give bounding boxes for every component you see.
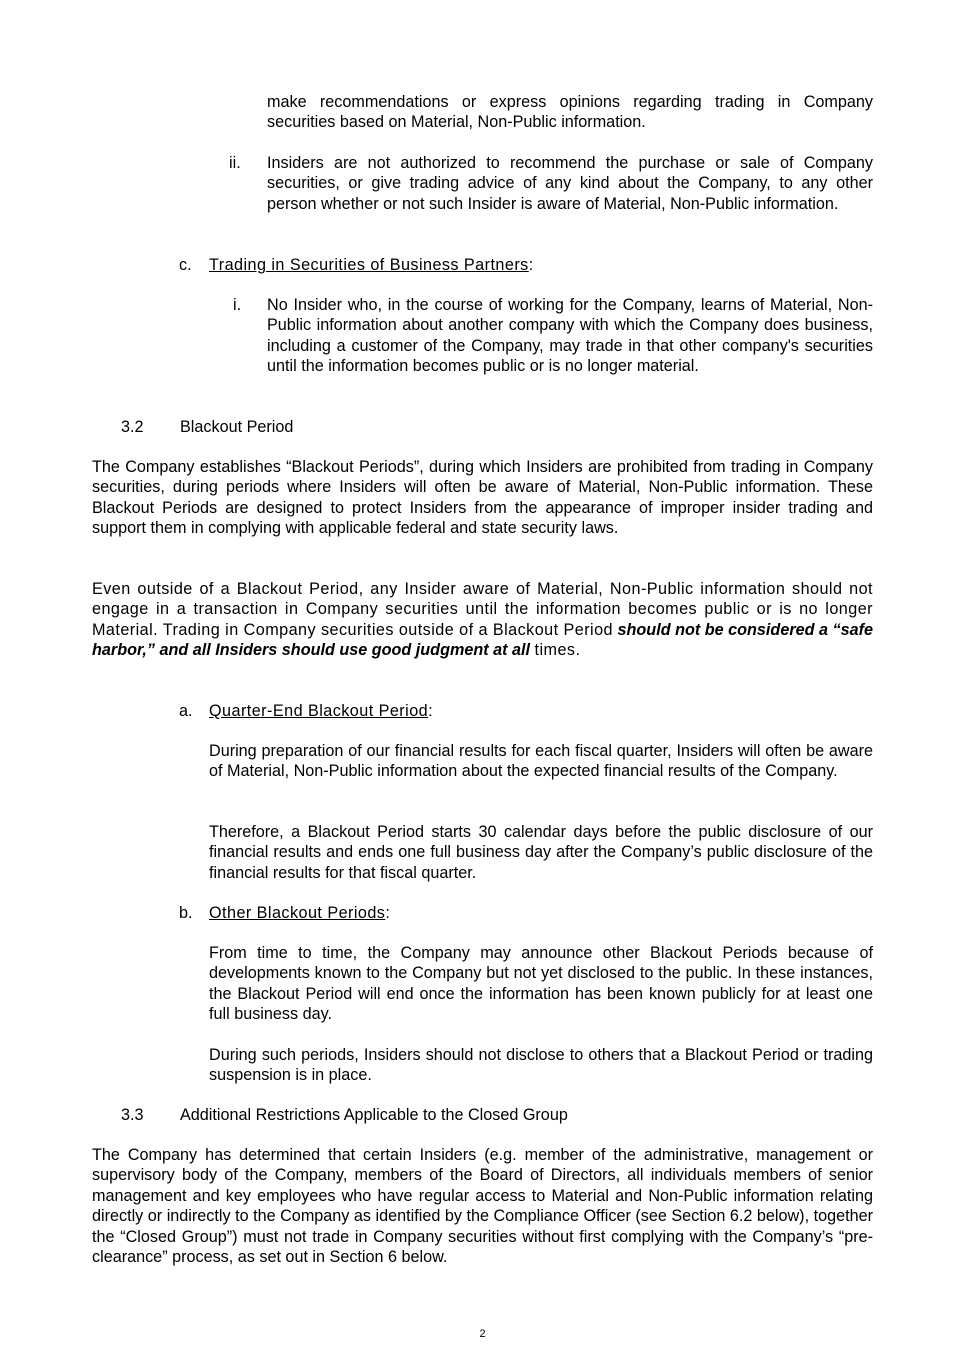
subsection-a-heading bbox=[209, 701, 873, 721]
page-number: 2 bbox=[479, 1328, 486, 1340]
other-blackout-paragraph-2: During such periods, Insiders should not disclose to others that a Blackout Period or trading suspension is in place. bbox=[209, 1046, 873, 1085]
list-item-i-business-partners: No Insider who, in the course of working for the Company, learns of Material, Non-Public information about another company with which the Company does business, including a customer of the Company, may trade in that other company's securities until the information becomes public or is no longer material. bbox=[267, 296, 873, 376]
list-marker-c: c. bbox=[179, 256, 192, 274]
section-3-3-title: Additional Restrictions Applicable to the Closed Group bbox=[180, 1106, 568, 1124]
blackout-warning-text: Even outside of a Blackout Period, any Insider aware of Material, Non-Public information should not engage in a transaction in Company securities until the information becomes public or is no longer Material. Trading in Company securities outside of a Blackout Period bbox=[92, 580, 873, 639]
subsection-c-title: Trading in Securities of Business Partners bbox=[209, 256, 529, 274]
quarter-end-paragraph-1: During preparation of our financial results for each fiscal quarter, Insiders will often be aware of Material, Non-Public information about the expected financial results of the Company. bbox=[209, 742, 873, 781]
section-3-2-number: 3.2 bbox=[121, 418, 144, 436]
section-3-3-number: 3.3 bbox=[121, 1106, 144, 1124]
subsection-c-heading bbox=[209, 255, 873, 275]
closed-group-paragraph: The Company has determined that certain Insiders (e.g. member of the administrative, management or supervisory body of the Company, members of the Board of Directors, all individuals members of senior management and key employees who have regular access to Material and Non-Public information relating directly or indirectly to the Company as identified by the Compliance Officer (see Section 6.2 below), together the “Closed Group”) must not trade in Company securities without first complying with the Company’s “pre-clearance” process, as set out in Section 6 below. bbox=[92, 1146, 873, 1267]
subsection-a-title: Quarter-End Blackout Period bbox=[209, 702, 429, 720]
subsection-b-heading bbox=[209, 903, 873, 923]
subsection-c-colon: : bbox=[528, 256, 534, 274]
blackout-warning-end: times. bbox=[534, 641, 581, 660]
list-marker-i: i. bbox=[233, 296, 242, 314]
other-blackout-paragraph-1: From time to time, the Company may announce other Blackout Periods because of developments known to the Company but not yet disclosed to the public. In these instances, the Blackout Period will end once the information has been known publicly for at least one full business day. bbox=[209, 944, 873, 1024]
quarter-end-paragraph-2: Therefore, a Blackout Period starts 30 calendar days before the public disclosure of our financial results and ends one full business day after the Company’s public disclosure of the financial results for that fiscal quarter. bbox=[209, 823, 873, 882]
subsection-b-title: Other Blackout Periods bbox=[209, 904, 386, 922]
blackout-intro-paragraph: The Company establishes “Blackout Periods”, during which Insiders are prohibited from trading in Company securities, during periods where Insiders will often be aware of Material, Non-Public information. These Blackout Periods are designed to protect Insiders from the appearance of improper insider trading and support them in complying with applicable federal and state security laws. bbox=[92, 458, 873, 538]
section-3-2-title: Blackout Period bbox=[180, 418, 294, 436]
list-marker-a: a. bbox=[179, 702, 193, 720]
list-item-i-continuation: make recommendations or express opinions regarding trading in Company securities based on Material, Non-Public information. bbox=[267, 93, 873, 132]
safe-harbor-emphasis: should not be considered a “safe harbor,” and all Insiders should use good judgment at all bbox=[92, 620, 874, 660]
list-marker-ii: ii. bbox=[229, 154, 241, 172]
list-marker-b: b. bbox=[179, 904, 193, 922]
list-item-ii: Insiders are not authorized to recommend the purchase or sale of Company securities, or give trading advice of any kind about the Company, to any other person whether or not such Insider is aware of Material, Non-Public information. bbox=[267, 154, 873, 213]
blackout-warning-paragraph bbox=[92, 579, 873, 661]
subsection-a-colon: : bbox=[428, 702, 433, 720]
subsection-b-colon: : bbox=[385, 904, 390, 922]
